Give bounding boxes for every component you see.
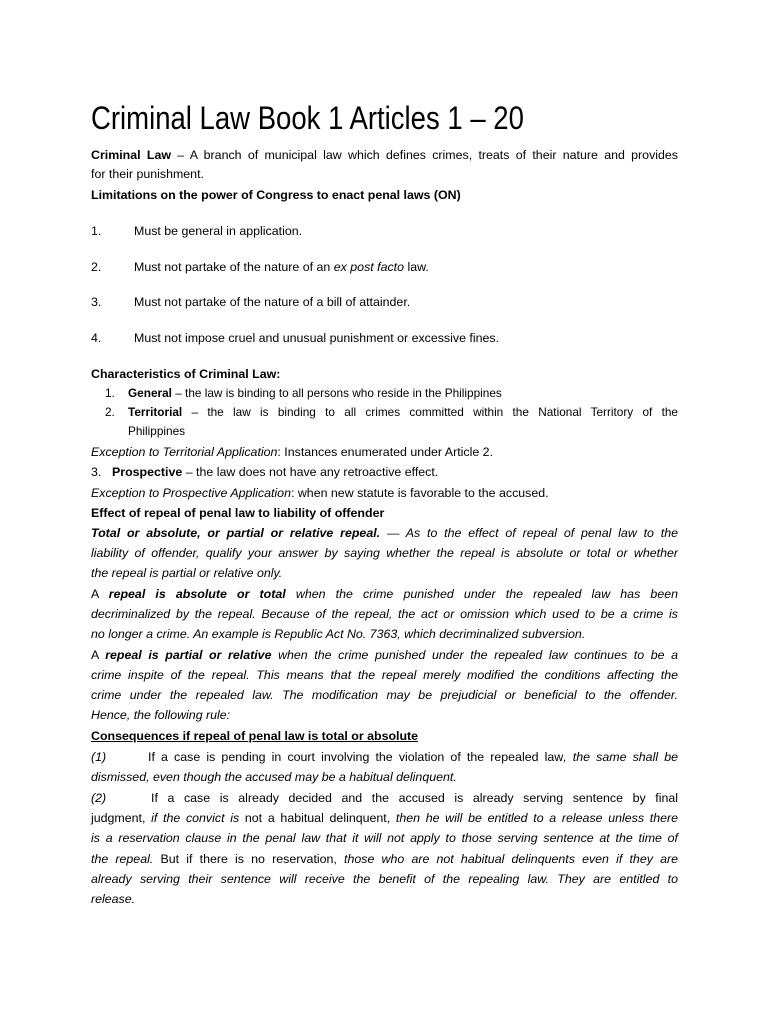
limitation-item	[134, 257, 429, 277]
characteristic-label: Prospective	[112, 465, 183, 479]
consequence-2-line-3: is a reservation clause in the penal law that it will not apply to those serving sentence at the time of	[91, 831, 678, 845]
definition-line-2: for their punishment.	[91, 167, 204, 181]
absolute-repeal-line-2: decriminalized by the repeal. Because of the repeal, the act or omission which used to be a crime is	[91, 607, 678, 621]
limitation-item: Must not impose cruel and unusual punishment or excessive fines.	[134, 331, 500, 345]
limitation-item: Must not partake of the nature of a bill of attainder.	[134, 295, 411, 309]
consequence-1-line-1	[148, 747, 678, 767]
exception-label: Exception to Prospective Application	[91, 486, 291, 500]
consequence-text-italic: then he will be entitled to a release unless there	[395, 811, 678, 825]
partial-article: A	[91, 648, 106, 662]
consequence-text: not a habitual delinquent,	[239, 811, 396, 825]
exception-text: : Instances enumerated under Article 2.	[277, 445, 494, 459]
definition-term: Criminal Law	[91, 148, 171, 162]
characteristic-label: General	[128, 386, 172, 400]
limitations-heading: Limitations on the power of Congress to enact penal laws (ON)	[91, 188, 461, 202]
exception-text: : when new statute is favorable to the accused.	[290, 486, 549, 500]
absolute-repeal-term: repeal is absolute or total	[108, 587, 286, 601]
characteristics-heading: Characteristics of Criminal Law:	[91, 367, 281, 381]
definition-text: – A branch of municipal law which defines crimes, treats of their nature and provides	[170, 148, 679, 162]
limitation-number: 4.	[91, 331, 102, 345]
repeal-heading: Effect of repeal of penal law to liability of offender	[91, 506, 385, 520]
partial-repeal-line-3: crime under the repealed law. The modification may be prejudicial or beneficial to the offender.	[91, 688, 678, 702]
characteristic-text: – the law does not have any retroactive effect.	[182, 465, 439, 479]
consequences-heading: Consequences if repeal of penal law is total or absolute	[91, 729, 419, 743]
consequence-text-italic: the repeal.	[91, 852, 154, 866]
limitation-text: law.	[404, 260, 429, 274]
characteristic-item	[128, 402, 678, 422]
consequence-text: But if there is no reservation,	[153, 852, 345, 866]
consequence-2-line-6: release.	[91, 892, 136, 906]
partial-repeal-term: repeal is partial or relative	[105, 648, 272, 662]
characteristic-number: 2.	[105, 405, 115, 419]
partial-repeal-line-1	[91, 645, 678, 665]
repeal-intro-line-1	[91, 523, 678, 543]
absolute-repeal-text: when the crime punished under the repealed law has been	[285, 587, 678, 601]
consequence-1-line-2: dismissed, even though the accused may be a habitual delinquent.	[91, 770, 457, 784]
characteristic-label: Territorial	[128, 405, 183, 419]
partial-repeal-line-4: Hence, the following rule:	[91, 708, 231, 722]
limitation-text-italic: ex post facto	[333, 260, 405, 274]
characteristic-continuation: Philippines	[128, 424, 186, 438]
characteristic-item	[128, 383, 678, 403]
limitation-number: 1.	[91, 224, 102, 238]
limitation-number: 3.	[91, 295, 102, 309]
consequence-text-italic: , the same shall be	[563, 750, 678, 764]
consequence-number: (2)	[91, 791, 107, 805]
consequence-text: judgment,	[91, 811, 152, 825]
consequence-text-italic: those who are not habitual delinquents even if they are	[344, 852, 678, 866]
consequence-2-line-2	[91, 808, 678, 828]
page-title: Criminal Law Book 1 Articles 1 – 20	[91, 100, 524, 136]
absolute-repeal-line-1	[91, 584, 678, 604]
characteristic-item	[112, 462, 438, 482]
consequence-2-line-1: If a case is already decided and the accused is already serving sentence by final	[151, 791, 678, 805]
repeal-intro-term: Total or absolute, or partial or relative repeal.	[91, 526, 381, 540]
partial-repeal-line-2: crime inspite of the repeal. This means that the repeal merely modified the conditions affecting the	[91, 668, 678, 682]
consequence-text: If a case is pending in court involving the violation of the repealed law	[148, 750, 564, 764]
consequence-number: (1)	[91, 750, 107, 764]
consequence-text-italic: if the convict is	[151, 811, 240, 825]
territorial-exception	[91, 442, 678, 462]
prospective-exception	[91, 483, 678, 503]
partial-repeal-text: when the crime punished under the repealed law continues to be a	[271, 648, 678, 662]
characteristic-number: 1.	[105, 386, 115, 400]
limitation-item: Must be general in application.	[134, 224, 303, 238]
consequence-2-line-5: already serving their sentence will receive the benefit of the repealing law. They are entitled to	[91, 872, 678, 886]
characteristic-number: 3.	[91, 465, 102, 479]
repeal-intro-text: — As to the effect of repeal of penal law to the	[380, 526, 678, 540]
limitation-number: 2.	[91, 260, 102, 274]
definition-line-1	[91, 145, 678, 165]
absolute-repeal-line-3: no longer a crime. An example is Republic Act No. 7363, which decriminalized subversion.	[91, 627, 586, 641]
repeal-intro-line-3: the repeal is partial or relative only.	[91, 566, 283, 580]
absolute-article: A	[91, 587, 109, 601]
consequence-2-line-4	[91, 849, 678, 869]
exception-label: Exception to Territorial Application	[91, 445, 278, 459]
limitation-text: Must not partake of the nature of an	[134, 260, 334, 274]
characteristic-text: – the law is binding to all crimes committed within the National Territory of the	[182, 405, 678, 419]
characteristic-text: – the law is binding to all persons who reside in the Philippines	[171, 386, 502, 400]
repeal-intro-line-2: liability of offender, qualify your answer by saying whether the repeal is absolute or total or whether	[91, 546, 678, 560]
